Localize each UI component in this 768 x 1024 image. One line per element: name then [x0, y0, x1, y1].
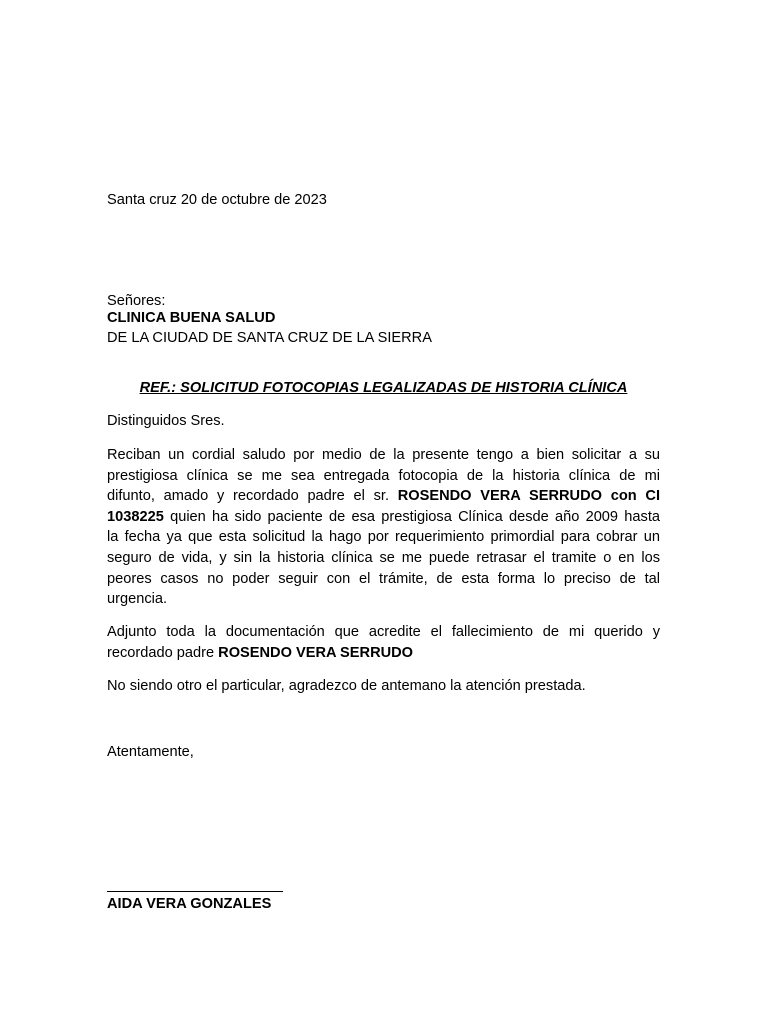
body-paragraph-1	[107, 445, 660, 610]
addressee-city: DE LA CIUDAD DE SANTA CRUZ DE LA SIERRA	[107, 330, 432, 346]
paragraph-text: quien ha sido paciente de esa prestigiosa Clínica desde año 2009 hasta	[163, 508, 660, 525]
patient-id-bold: 1038225	[107, 508, 164, 525]
signature-name: AIDA VERA GONZALES	[107, 896, 272, 912]
body-paragraph-3: No siendo otro el particular, agradezco de antemano la atención prestada.	[107, 678, 586, 694]
paragraph-line: la fecha ya que esta solicitud la hago por requerimiento primordial para cobrar un	[107, 529, 660, 546]
paragraph-text: difunto, amado y recordado padre el sr.	[107, 488, 398, 505]
paragraph-line	[107, 643, 660, 664]
addressee-salutation: Señores:	[107, 293, 166, 309]
reference-line: REF.: SOLICITUD FOTOCOPIAS LEGALIZADAS DE HISTORIA CLÍNICA	[139, 380, 628, 396]
paragraph-line: prestigiosa clínica se me sea entregada fotocopia de la historia clínica de mi	[107, 467, 660, 484]
body-paragraph-2	[107, 622, 660, 663]
date-line: Santa cruz 20 de octubre de 2023	[107, 192, 327, 208]
paragraph-line: urgencia.	[107, 591, 168, 608]
patient-name-bold: ROSENDO VERA SERRUDO	[218, 644, 414, 661]
closing: Atentamente,	[107, 744, 194, 760]
addressee-institution: CLINICA BUENA SALUD	[107, 310, 276, 326]
paragraph-line: Reciban un cordial saludo por medio de la presente tengo a bien solicitar a su	[107, 447, 660, 463]
paragraph-line: seguro de vida, y sin la historia clínica se me puede retrasar el tramite o en los	[107, 549, 660, 566]
paragraph-line	[107, 507, 660, 528]
signature-line	[107, 891, 283, 892]
patient-name-bold: ROSENDO VERA SERRUDO con CI	[397, 488, 660, 505]
paragraph-line	[107, 486, 660, 507]
greeting: Distinguidos Sres.	[107, 413, 225, 429]
paragraph-line: peores casos no poder seguir con el trámite, de esta forma lo preciso de tal	[107, 570, 660, 587]
paragraph-text: recordado padre	[107, 644, 219, 661]
paragraph-line: Adjunto toda la documentación que acredite el fallecimiento de mi querido y	[107, 624, 660, 640]
